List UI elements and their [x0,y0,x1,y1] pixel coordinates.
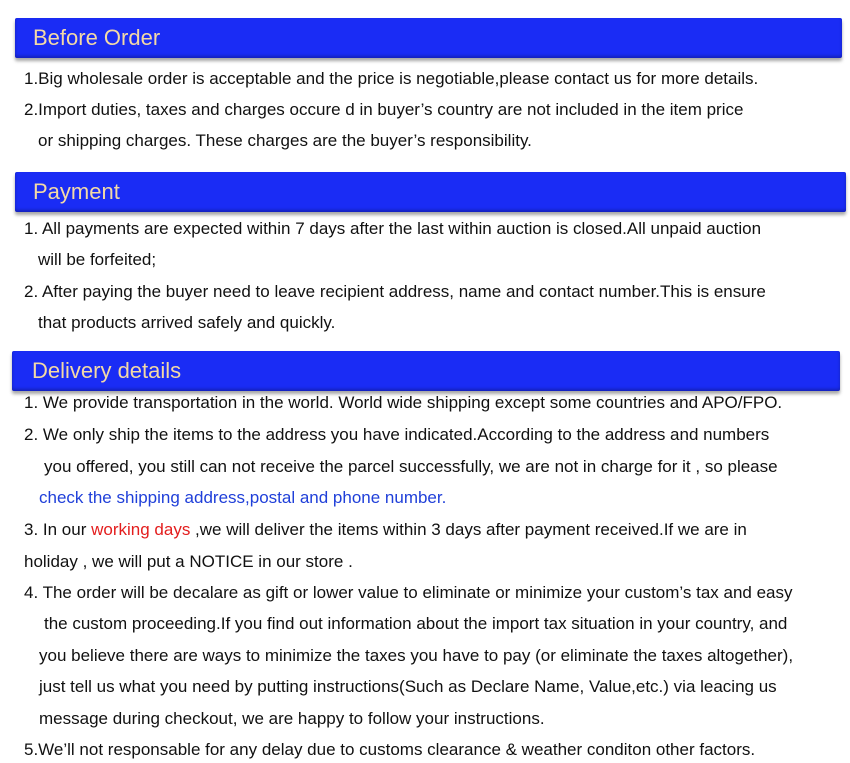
delivery-line-9: you believe there are ways to minimize the taxes you have to pay (or eliminate the taxes altogether), [39,646,794,665]
delivery-line-8: the custom proceeding.If you find out information about the import tax situation in your country, and [44,614,788,633]
payment-line-3: 2. After paying the buyer need to leave recipient address, name and contact number.This is ensure [24,282,766,301]
delivery-line-5-prefix: 3. In our [24,520,92,539]
payment-line-1: 1. All payments are expected within 7 days after the last within auction is closed.All unpaid auction [24,219,762,238]
delivery-line-5 [24,520,747,540]
before-order-line-1: 1.Big wholesale order is acceptable and the price is negotiable,please contact us for more details. [24,69,759,88]
delivery-line-7: 4. The order will be decalare as gift or lower value to eliminate or minimize your custom’s tax and easy [24,583,793,602]
payment-line-2: will be forfeited; [38,250,157,269]
payment-title: Payment [33,179,120,204]
payment-header [15,172,846,212]
delivery-header [12,351,840,391]
before-order-header [15,18,842,58]
delivery-line-5-suffix: ,we will deliver the items within 3 days after payment received.If we are in [190,520,747,539]
delivery-line-6: holiday , we will put a NOTICE in our store . [24,552,353,571]
delivery-line-2: 2. We only ship the items to the address you have indicated.According to the address and numbers [24,425,770,444]
before-order-line-3: or shipping charges. These charges are the buyer’s responsibility. [38,131,532,150]
delivery-line-12: 5.We’ll not responsable for any delay due to customs clearance & weather conditon other factors. [24,740,756,759]
check-shipping-address-note: check the shipping address,postal and phone number. [39,488,447,507]
delivery-line-11: message during checkout, we are happy to follow your instructions. [39,709,545,728]
before-order-title: Before Order [33,25,161,50]
delivery-title: Delivery details [32,358,182,383]
delivery-line-10: just tell us what you need by putting instructions(Such as Declare Name, Value,etc.) via leacing us [39,677,777,696]
delivery-line-3: you offered, you still can not receive the parcel successfully, we are not in charge for it , so please [44,457,778,476]
payment-line-4: that products arrived safely and quickly. [38,313,336,332]
delivery-line-1: 1. We provide transportation in the world. World wide shipping except some countries and APO/FPO. [24,393,783,412]
working-days-highlight: working days [91,520,191,539]
before-order-line-2: 2.Import duties, taxes and charges occure d in buyer’s country are not included in the item price [24,100,744,119]
